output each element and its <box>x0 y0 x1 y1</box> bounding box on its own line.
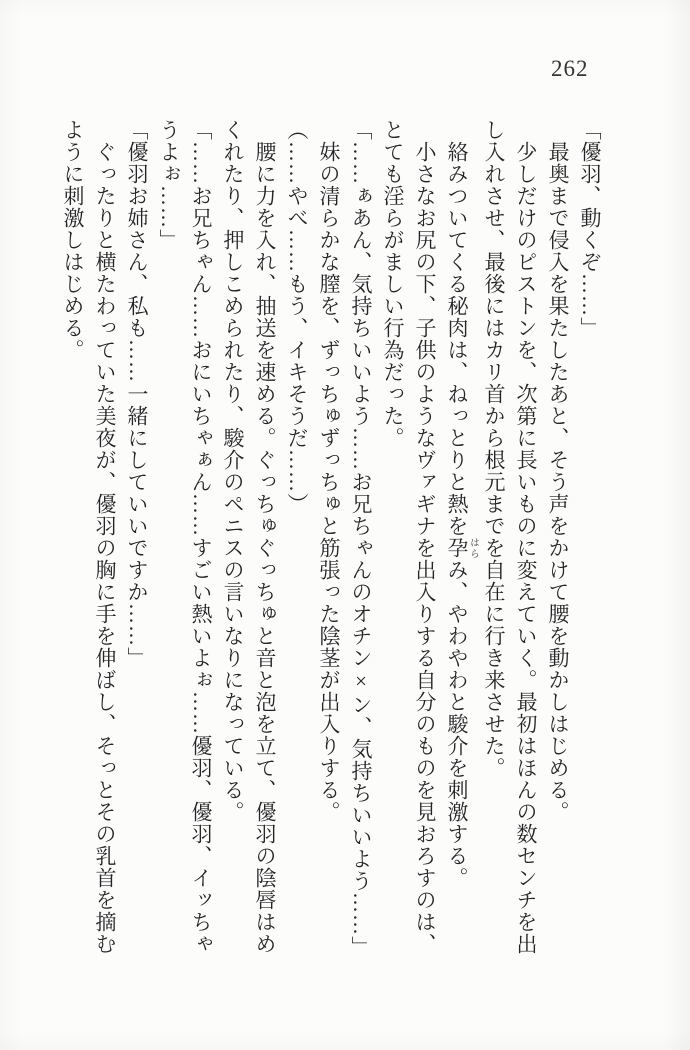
monologue-line: （……やべ……もう、イキそうだ……） <box>285 119 309 515</box>
narration-line: 少しだけのピストンを、次第に長いものに変えていく。最初はほんの数センチを出し入れさせ、最後にはカリ首から根元までを自在に行き来させた。 <box>482 119 538 955</box>
ruby-annotated-kanji <box>445 537 478 559</box>
narration-segment: み、やわやわと駿介を刺激する。 <box>445 559 469 889</box>
dialogue-line: 「……お兄ちゃん……おにいちゃぁん……すごい熱いよぉ……優羽、優羽、イッちゃうよぉ……」 <box>157 119 213 955</box>
narration-line: 小さなお尻の下、子供のようなヴァギナを出入りする自分のものを見おろすのは、とても淫らがましい行為だった。 <box>381 119 437 955</box>
dialogue-line: 「優羽、動くぞ……」 <box>578 119 602 339</box>
narration-line: ぐったりと横たわっていた美夜が、優羽の胸に手を伸ばし、そっとその乳首を摘むように刺激しはじめる。 <box>61 119 117 955</box>
furigana-text: はら <box>468 537 478 559</box>
narration-line: 腰に力を入れ、抽送を速める。ぐっちゅぐっちゅと音と泡を立て、優羽の陰唇はめくれたり、押しこめられたり、駿介のペニスの言いなりになっている。 <box>221 119 277 955</box>
dialogue-line: 「優羽お姉さん、私も……一緒にしていいですか……」 <box>125 119 149 669</box>
narration-line: 妹の清らかな膣を、ずっちゅずっちゅと筋張った陰茎が出入りする。 <box>317 119 341 823</box>
page-number: 262 <box>551 56 589 81</box>
narration-line-with-furigana <box>441 119 478 959</box>
page-text <box>57 119 606 959</box>
narration-line: 最奥まで侵入を果たしたあと、そう声をかけて腰を動かしはじめる。 <box>546 119 570 823</box>
narration-segment: 絡みついてくる秘肉は、ねっとりと熱を <box>445 119 469 537</box>
dialogue-line: 「……ぁあん、気持ちいいよう……お兄ちゃんのオチン×ン、気持ちいいよう……」 <box>349 119 373 958</box>
ruby-base: 孕 <box>445 537 469 559</box>
